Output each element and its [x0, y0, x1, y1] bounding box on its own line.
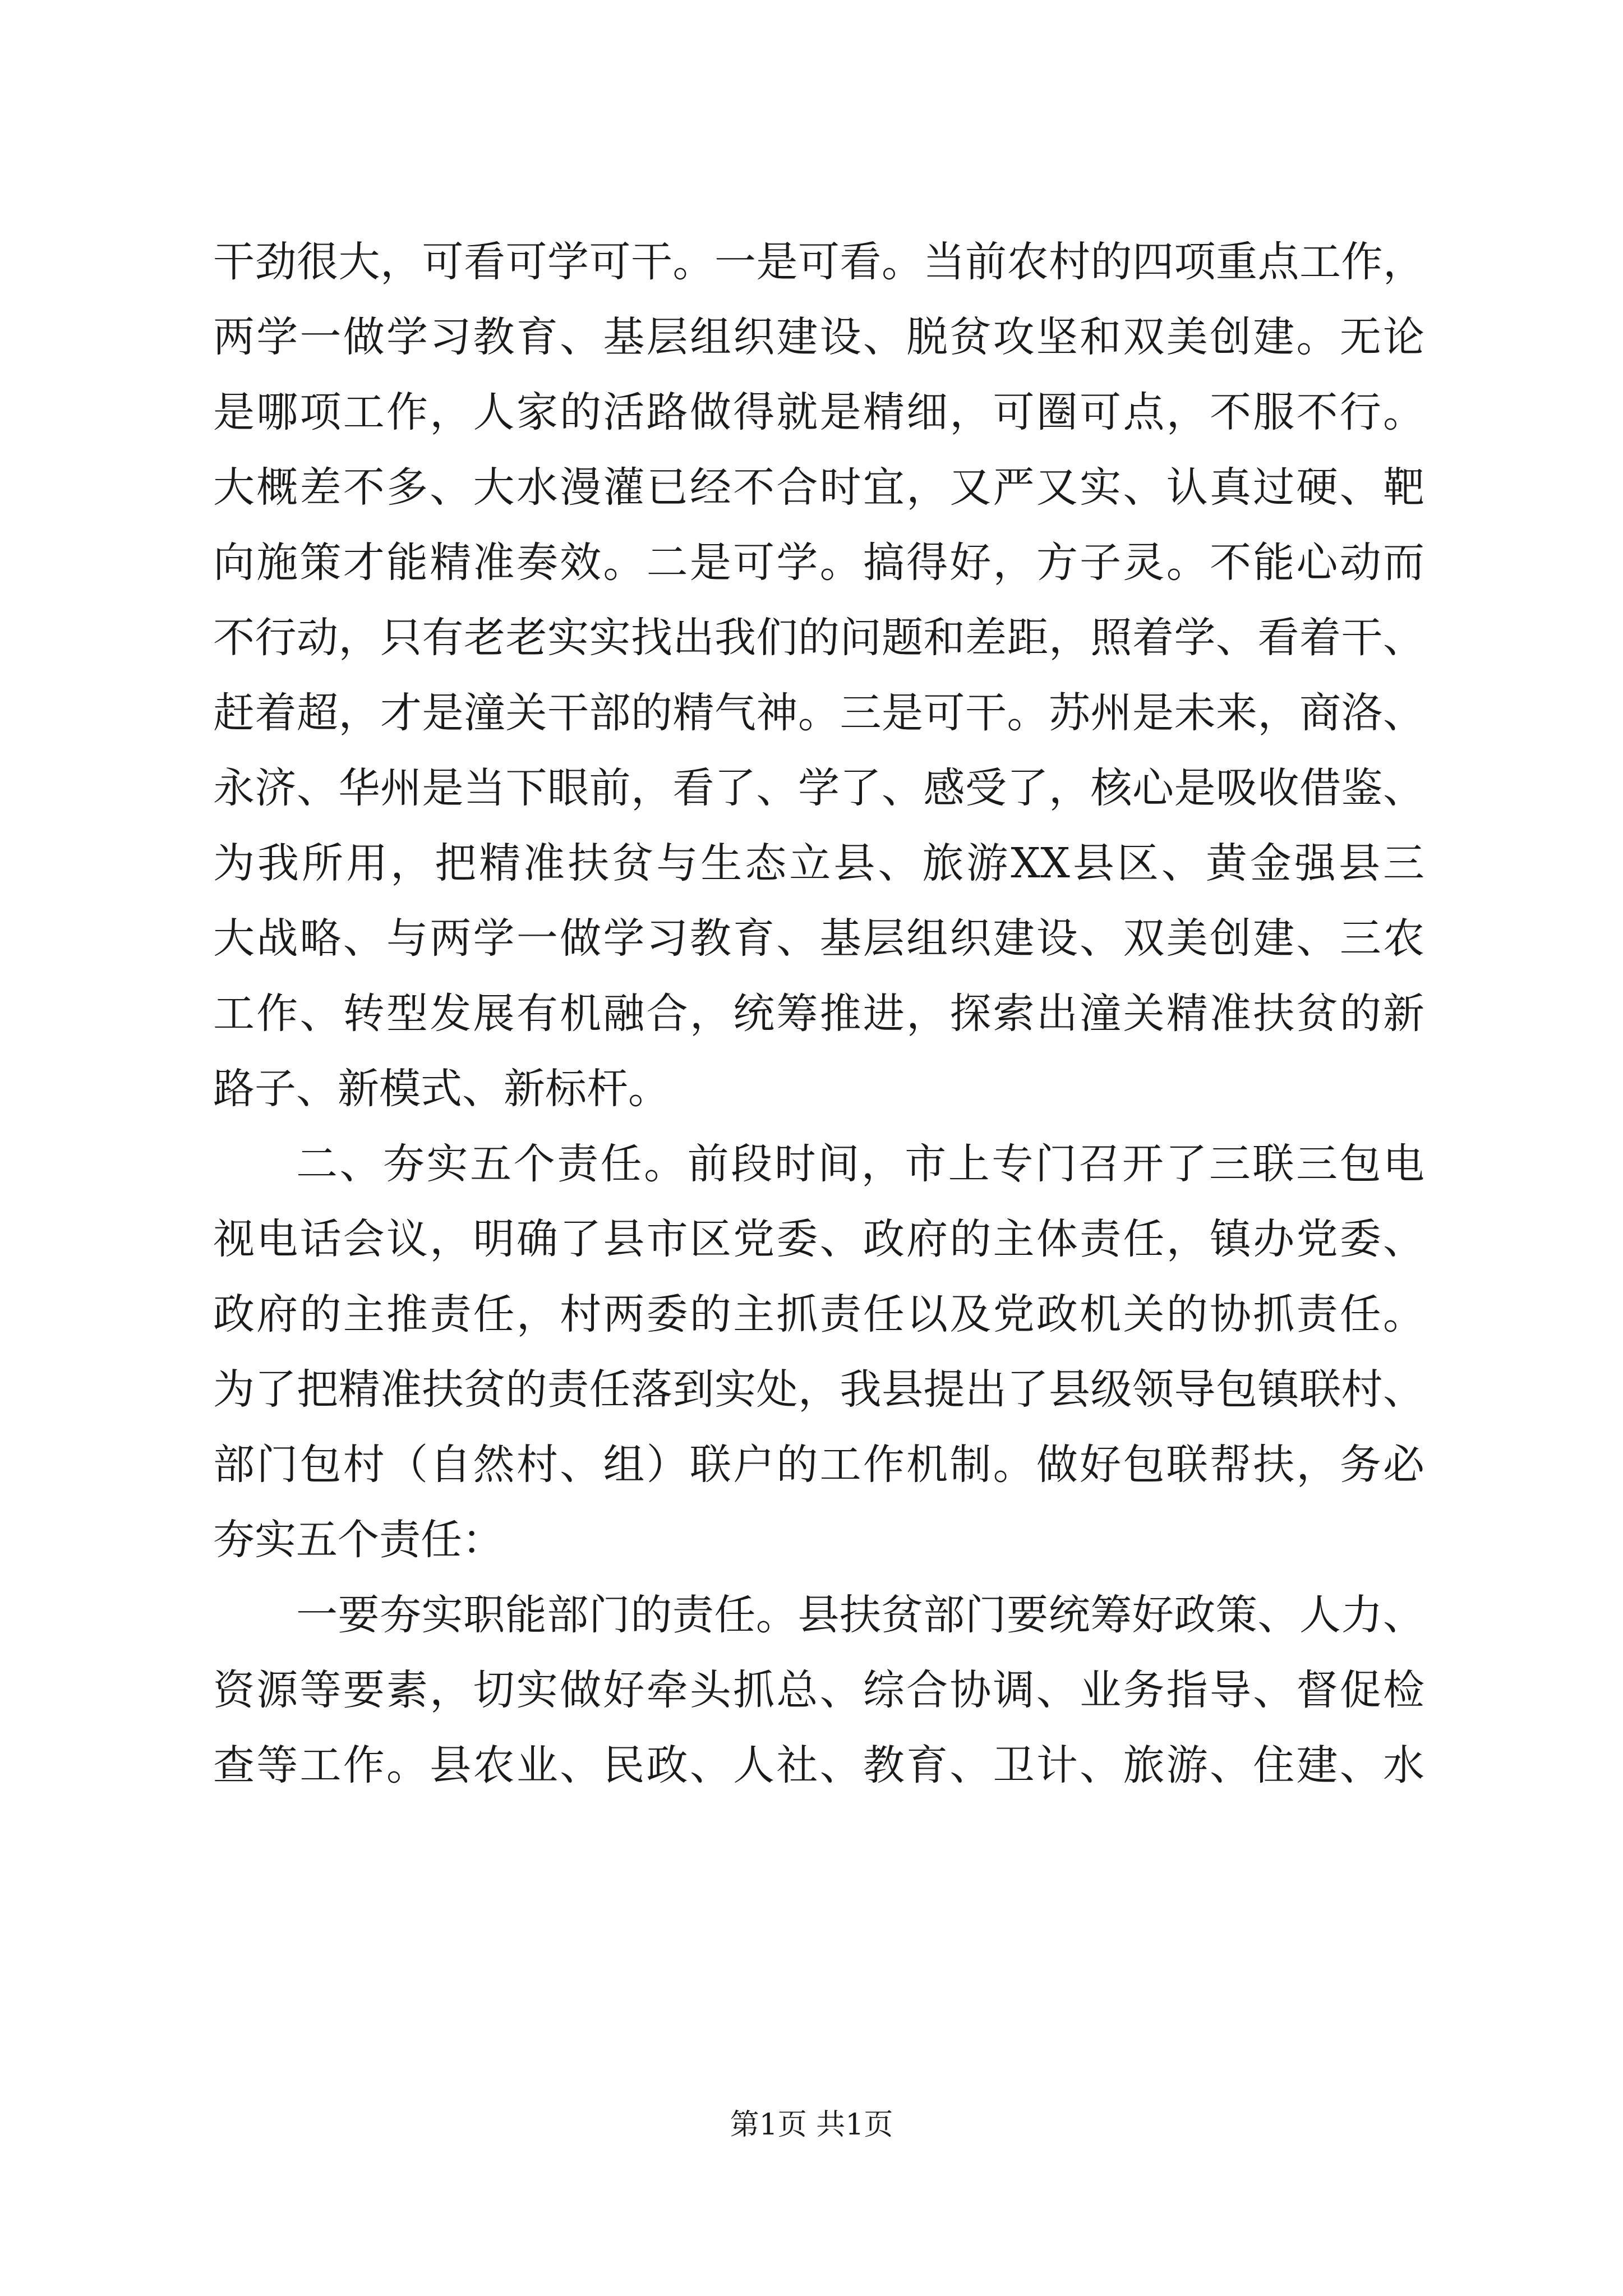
text-line: 夯实五个责任： [213, 1516, 504, 1564]
text-line: 工作、转型发展有机融合，统筹推进，探索出潼关精准扶贫的新 [213, 990, 1424, 1038]
text-line: 视电话会议，明确了县市区党委、政府的主体责任，镇办党委、 [213, 1215, 1424, 1263]
text-line: 路子、新模式、新标杆。 [213, 1065, 670, 1113]
text-line: 一要夯实职能部门的责任。县扶贫部门要统筹好政策、人力、 [296, 1591, 1424, 1639]
document-body [213, 224, 1424, 1803]
text-line: 向施策才能精准奏效。二是可学。搞得好，方子灵。不能心动而 [213, 539, 1424, 587]
text-line: 查等工作。县农业、民政、人社、教育、卫计、旅游、住建、水 [213, 1741, 1424, 1789]
text-line: 大概差不多、大水漫灌已经不合时宜，又严又实、认真过硬、靶 [213, 463, 1424, 512]
text-line: 资源等要素，切实做好牵头抓总、综合协调、业务指导、督促检 [213, 1666, 1424, 1714]
text-line: 政府的主推责任，村两委的主抓责任以及党政机关的协抓责任。 [213, 1290, 1424, 1338]
text-line: 为我所用，把精准扶贫与生态立县、旅游XX县区、黄金强县三 [213, 839, 1424, 887]
text-line: 为了把精准扶贫的责任落到实处，我县提出了县级领导包镇联村、 [213, 1365, 1424, 1414]
text-line: 干劲很大，可看可学可干。一是可看。当前农村的四项重点工作， [213, 238, 1424, 286]
page-footer: 第1页 共1页 [730, 2108, 893, 2142]
text-line: 不行动，只有老老实实找出我们的问题和差距，照着学、看着干、 [213, 614, 1424, 662]
text-line: 赶着超，才是潼关干部的精气神。三是可干。苏州是未来，商洛、 [213, 689, 1424, 737]
text-line: 两学一做学习教育、基层组织建设、脱贫攻坚和双美创建。无论 [213, 313, 1424, 361]
text-line: 大战略、与两学一做学习教育、基层组织建设、双美创建、三农 [213, 914, 1424, 963]
text-line: 是哪项工作，人家的活路做得就是精细，可圈可点，不服不行。 [213, 388, 1424, 436]
text-line: 二、夯实五个责任。前段时间，市上专门召开了三联三包电 [296, 1140, 1424, 1188]
text-line: 部门包村（自然村、组）联户的工作机制。做好包联帮扶，务必 [213, 1441, 1424, 1489]
text-line: 永济、华州是当下眼前，看了、学了、感受了，核心是吸收借鉴、 [213, 764, 1424, 812]
